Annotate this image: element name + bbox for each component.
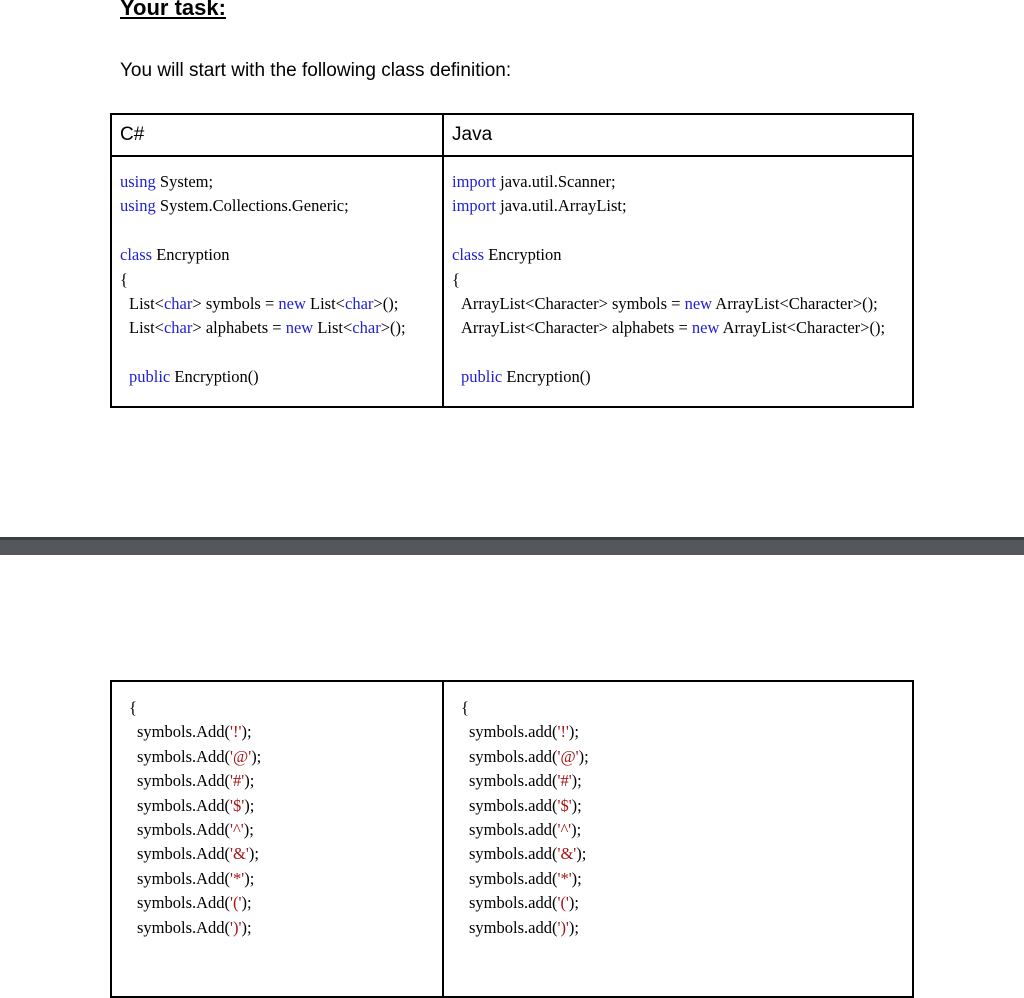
code-line: symbols.Add('!'); (137, 722, 252, 742)
table-header-row (111, 114, 913, 156)
code-line: { (452, 269, 460, 289)
code-line: symbols.Add('&'); (137, 844, 259, 864)
task-heading: Your task: (120, 0, 226, 20)
java-column-header: Java (443, 114, 913, 156)
code-line: symbols.Add('$'); (137, 795, 255, 815)
code-line: class Encryption (120, 245, 230, 265)
code-line: symbols.add('$'); (469, 795, 582, 815)
code-line: symbols.add('@'); (469, 746, 589, 766)
constructor-body-table (110, 680, 914, 998)
code-line: symbols.Add('@'); (137, 746, 262, 766)
blank-line (120, 341, 442, 365)
blank-line (452, 219, 912, 243)
code-line: symbols.add('!'); (469, 722, 580, 742)
code-line: using System.Collections.Generic; (120, 196, 349, 216)
code-line: { (120, 269, 128, 289)
code-line: public Encryption() (129, 367, 259, 387)
csharp-code-cell (111, 681, 443, 997)
code-line: symbols.add(')'); (469, 917, 580, 937)
code-line: symbols.Add('*'); (137, 868, 255, 888)
code-line: { (461, 698, 469, 717)
page-separator (0, 537, 1024, 555)
class-definition-table (110, 113, 914, 408)
blank-line (120, 219, 442, 243)
code-line: symbols.add('^'); (469, 819, 582, 839)
blank-line (452, 341, 912, 365)
code-line: import java.util.Scanner; (452, 172, 616, 191)
code-line: symbols.add('#'); (469, 771, 582, 791)
csharp-code-cell (111, 156, 443, 407)
code-line: symbols.Add('('); (137, 893, 252, 913)
code-line: symbols.Add('#'); (137, 771, 255, 791)
code-line: symbols.add('*'); (469, 868, 582, 888)
code-line: List<char> symbols = new List<char>(); (129, 293, 399, 313)
java-code-cell (443, 156, 913, 407)
code-line: List<char> alphabets = new List<char>(); (129, 318, 406, 338)
code-row (111, 156, 913, 407)
intro-text: You will start with the following class definition: (120, 60, 512, 81)
code-row (111, 681, 913, 997)
code-line: symbols.Add('^'); (137, 819, 254, 839)
code-line: import java.util.ArrayList; (452, 196, 627, 216)
code-line: public Encryption() (461, 367, 591, 387)
code-line: ArrayList<Character> alphabets = new ArrayList<Character>(); (461, 318, 886, 338)
code-line: { (129, 698, 137, 717)
code-line: symbols.add('&'); (469, 844, 587, 864)
code-line: symbols.add('('); (469, 893, 580, 913)
code-line: symbols.Add(')'); (137, 917, 252, 937)
java-code-cell (443, 681, 913, 997)
code-line: using System; (120, 172, 214, 191)
code-line: ArrayList<Character> symbols = new ArrayList<Character>(); (461, 293, 878, 313)
csharp-column-header: C# (111, 114, 443, 156)
code-line: class Encryption (452, 245, 562, 265)
